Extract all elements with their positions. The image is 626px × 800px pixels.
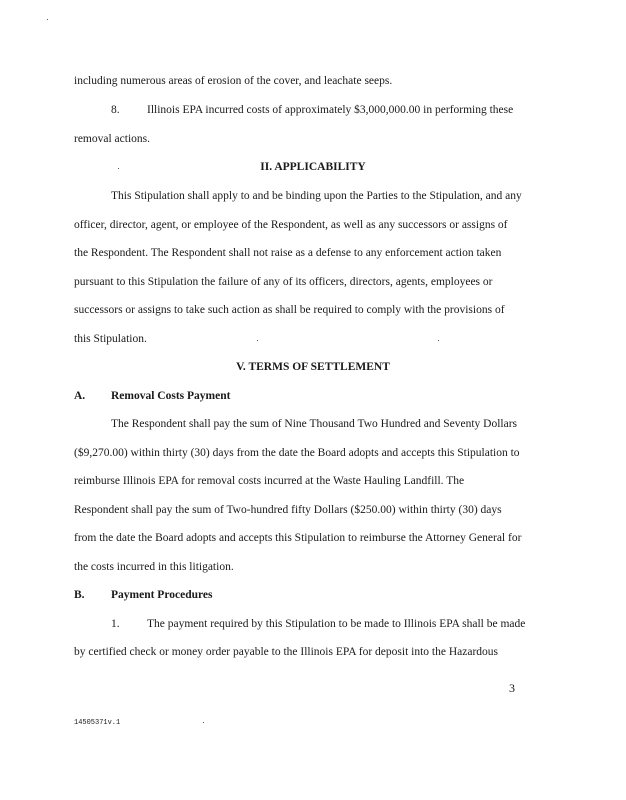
paragraph-number: 1. (111, 618, 120, 630)
scan-speck (47, 19, 48, 20)
text-line: removal actions. (74, 133, 151, 145)
text-line: Illinois EPA incurred costs of approximately $3,000,000.00 in performing these (147, 104, 514, 116)
text-line: reimburse Illinois EPA for removal costs incurred at the Waste Hauling Landfill. The (74, 475, 465, 487)
paragraph-number: 8. (111, 104, 120, 116)
text-line: ($9,270.00) within thirty (30) days from the date the Board adopts and accepts this Stipulation to (74, 447, 520, 459)
scan-speck (257, 340, 258, 341)
page-number: 3 (509, 681, 515, 695)
text-line: The Respondent shall pay the sum of Nine Thousand Two Hundred and Seventy Dollars (111, 418, 517, 430)
scan-speck (203, 722, 204, 723)
text-line: including numerous areas of erosion of the cover, and leachate seeps. (74, 75, 393, 87)
subsection-title-removal-costs: Removal Costs Payment (111, 390, 231, 402)
text-line: by certified check or money order payable to the Illinois EPA for deposit into the Hazardous (74, 646, 499, 658)
text-line: The payment required by this Stipulation to be made to Illinois EPA shall be made (147, 618, 526, 630)
section-heading-terms: V. TERMS OF SETTLEMENT (236, 361, 390, 373)
text-line: successors or assigns to take such action as shall be required to comply with the provisions of (74, 304, 505, 316)
text-line: This Stipulation shall apply to and be binding upon the Parties to the Stipulation, and any (111, 190, 522, 202)
document-id: 14505371v.1 (74, 719, 121, 727)
subsection-letter: A. (74, 390, 86, 402)
text-line: this Stipulation. (74, 333, 147, 345)
text-line: pursuant to this Stipulation the failure of any of its officers, directors, agents, employees or (74, 276, 493, 288)
text-line: Respondent shall pay the sum of Two-hundred fifty Dollars ($250.00) within thirty (30) days (74, 504, 502, 516)
text-line: the costs incurred in this litigation. (74, 561, 234, 573)
scan-speck (438, 340, 439, 341)
text-line: from the date the Board adopts and accepts this Stipulation to reimburse the Attorney General for (74, 532, 522, 544)
text-line: officer, director, agent, or employee of the Respondent, as well as any successors or assigns of (74, 219, 508, 231)
scan-speck (118, 168, 119, 169)
text-line: the Respondent. The Respondent shall not raise as a defense to any enforcement action taken (74, 247, 502, 259)
section-heading-applicability: II. APPLICABILITY (260, 161, 366, 173)
subsection-title-payment-procedures: Payment Procedures (111, 589, 213, 601)
subsection-letter: B. (74, 589, 85, 601)
